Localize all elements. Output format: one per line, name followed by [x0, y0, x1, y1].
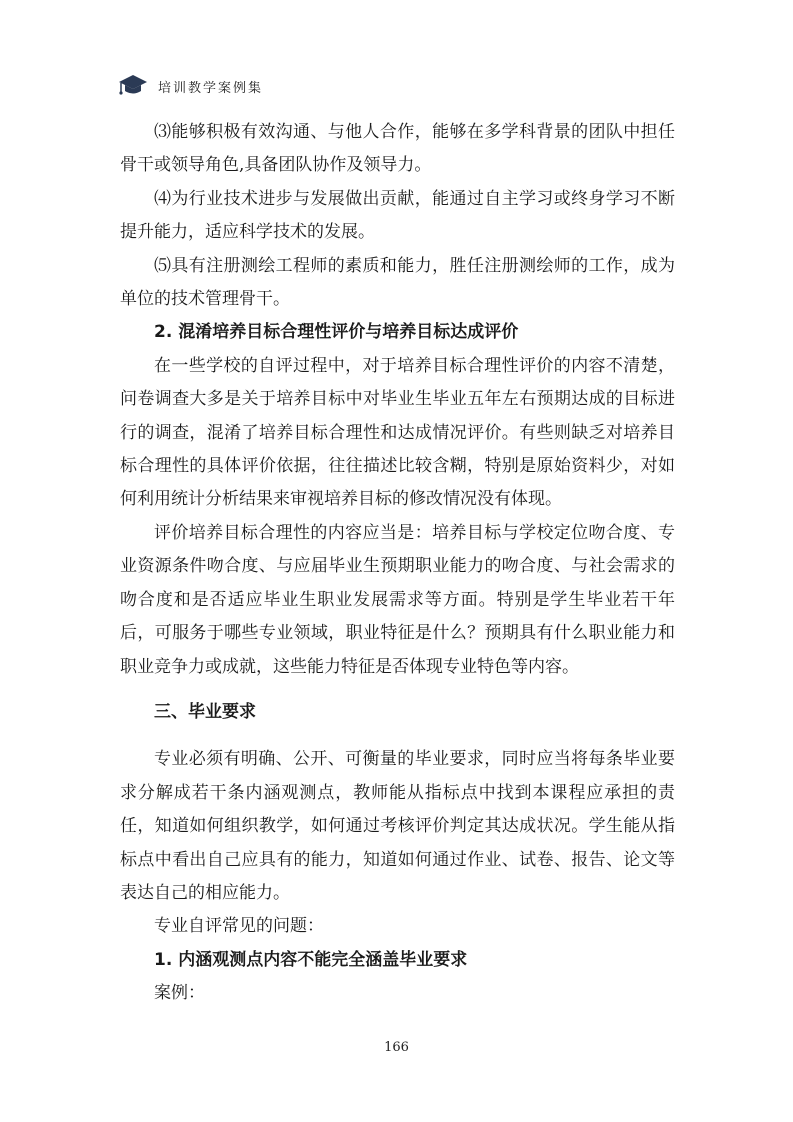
page-header	[118, 72, 698, 102]
paragraph-item-5: ⑸具有注册测绘工程师的素质和能力，胜任注册测绘师的工作，成为单位的技术管理骨干。	[120, 255, 675, 310]
paragraph-self-assessment: 在一些学校的自评过程中，对于培养目标合理性评价的内容不清楚，问卷调查大多是关于培养目标中对毕业生毕业五年左右预期达成的目标进行的调查，混淆了培养目标合理性和达成情况评价。有些则缺乏对培养目标合理性的具体评价依据，往往描述比较含糊，特别是原始资料少，对如何利用统计分析结果来审视培养目标的修改情况没有体现。	[120, 355, 675, 510]
subheading-confusion-evaluation: 2. 混淆培养目标合理性评价与培养目标达成评价	[154, 322, 519, 343]
header-title: 培训教学案例集	[158, 81, 264, 96]
main-content	[120, 116, 675, 1011]
paragraph-item-4: ⑷为行业技术进步与发展做出贡献，能通过自主学习或终身学习不断提升能力，适应科学技术的发展。	[120, 188, 675, 243]
paragraph-item-3: ⑶能够积极有效沟通、与他人合作，能够在多学科背景的团队中担任骨干或领导角色,具备团队协作及领导力。	[120, 122, 675, 176]
subheading-observation-points: 1. 内涵观测点内容不能完全涵盖毕业要求	[154, 949, 468, 970]
paragraph-evaluation-content: 评价培养目标合理性的内容应当是：培养目标与学校定位吻合度、专业资源条件吻合度、与应届毕业生预期职业能力的吻合度、与社会需求的吻合度和是否适应毕业生职业发展需求等方面。特别是学生毕业若干年后，可服务于哪些专业领域，职业特征是什么？预期具有什么职业能力和职业竞争力或成就，这些能力特征是否体现专业特色等内容。	[120, 522, 675, 677]
case-label: 案例：	[154, 983, 205, 1004]
page-number: 166	[384, 1040, 409, 1055]
paragraph-graduation-requirements: 专业必须有明确、公开、可衡量的毕业要求，同时应当将每条毕业要求分解成若干条内涵观测点，教师能从指标点中找到本课程应承担的责任，知道如何组织教学，如何通过考核评价判定其达成状况。学生能从指标点中看出自己应具有的能力，知道如何通过作业、试卷、报告、论文等表达自己的相应能力。	[120, 749, 675, 903]
graduation-cap-icon	[118, 74, 148, 96]
section-heading-graduation-requirements: 三、毕业要求	[154, 701, 256, 722]
paragraph-common-issues: 专业自评常见的问题：	[154, 916, 324, 937]
